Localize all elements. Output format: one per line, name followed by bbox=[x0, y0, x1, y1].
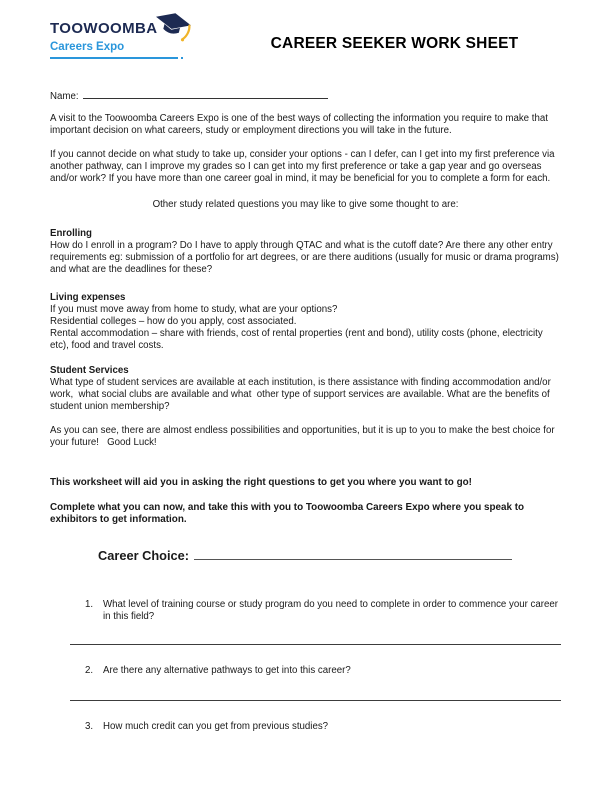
career-choice-row bbox=[98, 548, 561, 563]
logo-underline bbox=[50, 57, 218, 59]
section-living-expenses bbox=[50, 292, 561, 352]
logo-careers-expo-text: Careers Expo bbox=[50, 41, 125, 53]
logo-underline-bar bbox=[50, 57, 178, 59]
graduation-cap-icon bbox=[153, 9, 195, 43]
name-label: Name: bbox=[50, 91, 79, 102]
page-header bbox=[50, 0, 561, 59]
bold-statement-1: This worksheet will aid you in asking the right questions to get you where you want to go! bbox=[50, 477, 472, 488]
intro-centered-line: Other study related questions you may like to give some thought to are: bbox=[152, 199, 459, 210]
question-2-number: 2. bbox=[85, 665, 94, 676]
question-3-number: 3. bbox=[85, 721, 94, 732]
page-title: CAREER SEEKER WORK SHEET bbox=[270, 35, 519, 52]
section-living-expenses-line: Residential colleges – how do you apply, cost associated. bbox=[50, 316, 297, 327]
bold-statement-2: Complete what you can now, and take this with you to Toowoomba Careers Expo where you speak to exhibitors to get information. bbox=[50, 502, 525, 525]
career-choice-blank-line[interactable] bbox=[194, 548, 512, 560]
question-2 bbox=[50, 665, 561, 677]
section-enrolling-heading: Enrolling bbox=[50, 228, 92, 239]
question-2-text: Are there any alternative pathways to get into this career? bbox=[103, 665, 351, 676]
section-enrolling bbox=[50, 228, 561, 276]
section-student-services-heading: Student Services bbox=[50, 365, 129, 376]
section-living-expenses-line: If you must move away from home to study, what are your options? bbox=[50, 304, 338, 315]
question-1 bbox=[50, 599, 561, 623]
question-3 bbox=[50, 721, 561, 733]
career-choice-label: Career Choice: bbox=[98, 548, 190, 563]
answer-line-1[interactable] bbox=[70, 644, 561, 645]
question-3-text: How much credit can you get from previous studies? bbox=[103, 721, 329, 732]
intro-paragraph-1: A visit to the Toowoomba Careers Expo is one of the best ways of collecting the information you require to make that important decision on what careers, study or employment directions you will take in the future. bbox=[50, 113, 548, 136]
logo-toowoomba-text: TOOWOOMBA bbox=[50, 20, 158, 37]
answer-line-2[interactable] bbox=[70, 700, 561, 701]
name-blank-line[interactable] bbox=[83, 89, 328, 99]
closing-paragraph: As you can see, there are almost endless possibilities and opportunities, but it is up to you to make the best choice for your future! Good Luck! bbox=[50, 425, 555, 448]
section-living-expenses-line: Rental accommodation – share with friends, cost of rental properties (rent and bond), utility costs (phone, electricity etc), food and travel costs. bbox=[50, 328, 543, 351]
toowoomba-careers-expo-logo bbox=[50, 20, 218, 59]
name-field-row bbox=[50, 89, 561, 102]
section-living-expenses-heading: Living expenses bbox=[50, 292, 126, 303]
section-student-services bbox=[50, 365, 561, 413]
question-1-text: What level of training course or study program do you need to complete in order to commence your career in this field? bbox=[103, 599, 559, 622]
section-student-services-body: What type of student services are available at each institution, is there assistance with finding accommodation and/or work, what social clubs are available and what other type of support services are available. What are the benefits of student union membership? bbox=[50, 377, 551, 412]
question-1-number: 1. bbox=[85, 599, 94, 610]
logo-underline-dot bbox=[181, 57, 183, 59]
intro-paragraph-2: If you cannot decide on what study to take up, consider your options - can I defer, can I get into my first preference via another pathway, can I improve my grades so I can get into my first preference or take a gap year and go overseas and/or work? If you have more than one career goal in mind, it may be beneficial for you to complete a form for each. bbox=[50, 149, 555, 184]
section-enrolling-body: How do I enroll in a program? Do I have to apply through QTAC and what is the cutoff date? Are there any other entry requirements eg: submission of a portfolio for art degrees, or are there auditions (usually for music or drama programs) and what are the deadlines for these? bbox=[50, 240, 559, 275]
